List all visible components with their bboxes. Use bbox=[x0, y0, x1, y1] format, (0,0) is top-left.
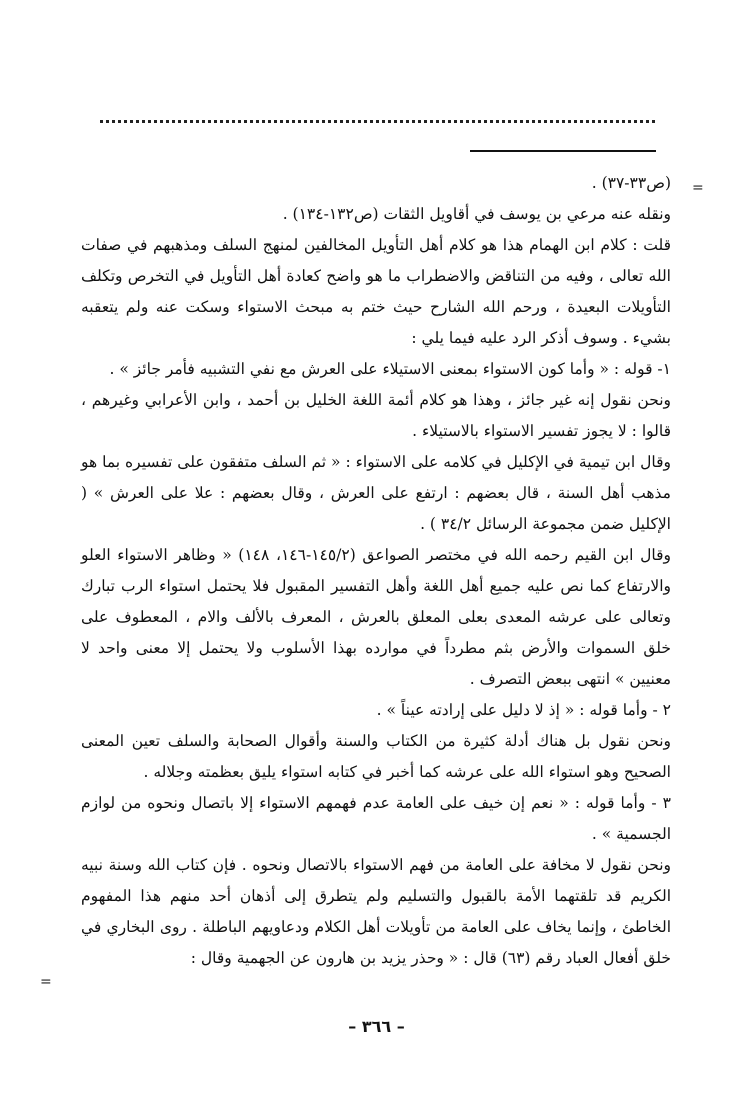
margin-mark-bottom: = bbox=[40, 974, 52, 990]
paragraph: ونحن نقول بل هناك أدلة كثيرة من الكتاب والسنة وأقوال الصحابة والسلف تعين المعنى الصحيح وهو استواء الله على عرشه كما أخبر في كتابه استواء يليق بعظمته وجلاله . bbox=[81, 732, 671, 781]
paragraph: ونحن نقول إنه غير جائز ، وهذا هو كلام أئمة اللغة الخليل بن أحمد ، وابن الأعرابي وغيرهم ، قالوا : لا يجوز تفسير الاستواء بالاستيلاء . bbox=[81, 391, 671, 440]
paragraph: ٣ - وأما قوله : « نعم إن خيف على العامة عدم فهمهم الاستواء إلا باتصال ونحوه من لوازم الجسمية » . bbox=[81, 794, 671, 843]
footnote-separator bbox=[470, 150, 656, 152]
paragraph: وقال ابن تيمية في الإكليل في كلامه على الاستواء : « ثم السلف متفقون على تفسيره بما هو مذهب أهل السنة ، قال بعضهم : ارتفع على العرش ، وقال بعضهم : علا على العرش » ( الإكليل ضمن مجموعة الرسائل ٣٤/٢ ) . bbox=[81, 453, 671, 533]
page-number: – ٣٦٦ – bbox=[348, 1017, 405, 1036]
dotted-separator bbox=[100, 120, 655, 123]
paragraph: ١- قوله : « وأما كون الاستواء بمعنى الاستيلاء على العرش مع نفي التشبيه فأمر جائز » . bbox=[109, 360, 671, 378]
paragraph: ٢ - وأما قوله : « إذ لا دليل على إرادته عيناً » . bbox=[376, 701, 671, 719]
paragraph: ونحن نقول لا مخافة على العامة من فهم الاستواء بالاتصال ونحوه . فإن كتاب الله وسنة نبيه الكريم قد تلقتهما الأمة بالقبول والتسليم ولم يتطرق إلى أذهان أحد منهم هذا المفهوم الخاطئ ، وإنما يخاف على العامة من تأويلات أهل الكلام ودعاويهم الباطلة . روى البخاري في خلق أفعال العباد رقم (٦٣) قال : « وحذر يزيد بن هارون عن الجهمية وقال : bbox=[81, 856, 671, 967]
paragraph: (ص٣٣-٣٧) . bbox=[591, 174, 671, 192]
paragraph: وقال ابن القيم رحمه الله في مختصر الصواعق (١٤٥/٢-١٤٦، ١٤٨) « وظاهر الاستواء العلو والارتفاع كما نص عليه جميع أهل اللغة وأهل التفسير المقبول فلا يحتمل استواء الرب تبارك وتعالى على عرشه المعدى بعلى المعلق بالعرش ، المعرف بالألف والام ، المعطوف على خلق السموات والأرض بثم مطرداً في موارده بهذا الأسلوب ولا يحتمل إلا معنى واحد لا معنيين » انتهى ببعض التصرف . bbox=[81, 546, 671, 688]
paragraph: قلت : كلام ابن الهمام هذا هو كلام أهل التأويل المخالفين لمنهج السلف ومذهبهم في صفات الله تعالى ، وفيه من التناقض والاضطراب ما هو واضح كعادة أهل التأويل في التخرص وتكلف التأويلات البعيدة ، ورحم الله الشارح حيث ختم به مبحث الاستواء وسكت عنه ولم يتعقبه بشيء . وسوف أذكر الرد عليه فيما يلي : bbox=[81, 236, 671, 347]
footnote-text bbox=[81, 168, 671, 974]
paragraph: ونقله عنه مرعي بن يوسف في أقاويل الثقات (ص١٣٢-١٣٤) . bbox=[282, 205, 671, 223]
margin-mark-top: = bbox=[692, 180, 704, 196]
